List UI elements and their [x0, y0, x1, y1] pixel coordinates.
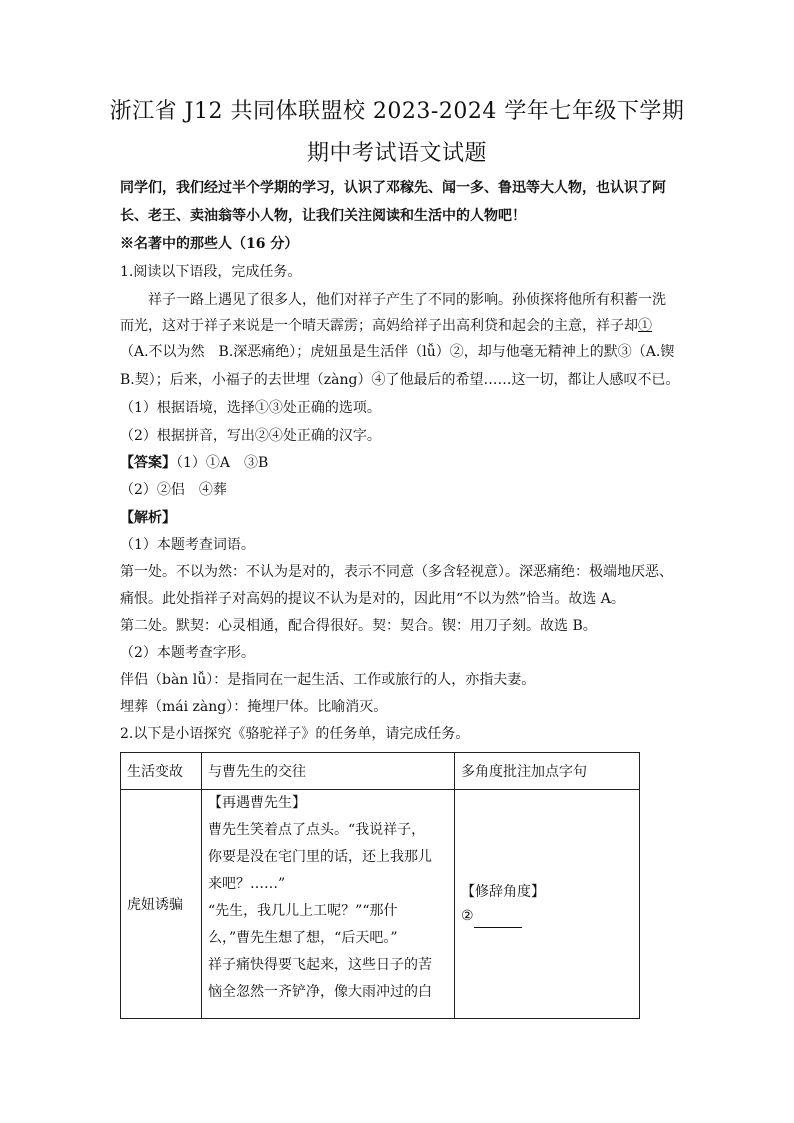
- q1-passage-line-1: 祥子一路上遇见了很多人，他们对祥子产生了不同的影响。孙侦探将他所有积蓄一洗: [148, 292, 666, 308]
- blank-marker-1: ①: [638, 318, 652, 334]
- analysis-line-7: 埋葬（mái zàng）：掩埋尸体。比喻消灭。: [120, 699, 388, 715]
- analysis-line-2: 第一处。不以为然：不认为是对的，表示不同意（多含轻视意）。深恶痛绝：极端地厌恶、: [120, 564, 673, 580]
- answer-label: 【答案】: [120, 455, 176, 471]
- analysis-line-6: 伴侣（bàn lǚ）：是指同在一起生活、工作或旅行的人，亦指夫妻。: [120, 672, 536, 688]
- intro-line-1: 同学们，我们经过半个学期的学习，认识了邓稼先、闻一多、鲁迅等大人物，也认识了阿: [120, 180, 666, 196]
- header-cell-annotation: 多角度批注加点字句: [455, 753, 640, 790]
- title-line-1: 浙江省 J12 共同体联盟校 2023-2024 学年七年级下学期: [109, 99, 685, 124]
- analysis-line-4: 第二处。默契：心灵相通，配合得很好。契：契合。锲：用刀子刻。故选 B。: [120, 618, 597, 634]
- q1-passage-line-4: B.契）；后来，小福子的去世埋（zàng）④了他最后的希望……这一切，都让人感叹不已。: [120, 372, 680, 388]
- interaction-line-3: 你要是没在宅门里的话，还上我那儿: [208, 849, 432, 865]
- answer-line-1: [120, 453, 680, 473]
- intro-line-2: 长、老王、卖油翁等小人物，让我们关注阅读和生活中的人物吧！: [120, 208, 526, 224]
- row-label-cell: 虎妞诱骗: [121, 790, 202, 1019]
- answer-blank-line[interactable]: [474, 913, 522, 928]
- header-cell-life-change: 生活变故: [121, 753, 202, 790]
- rhetoric-angle-label: 【修辞角度】: [461, 884, 545, 900]
- section-heading: ※名著中的那些人（16 分）: [120, 236, 299, 252]
- interaction-cell: [202, 790, 455, 1019]
- q1-passage-line-3: （A.不以为然 B.深恶痛绝）；虎妞虽是生活伴（lǚ）②，却与他毫无精神上的默③（A.锲: [120, 344, 675, 360]
- q1-prompt: 1.阅读以下语段，完成任务。: [120, 264, 302, 280]
- interaction-line-8: 恼全忽然一齐铲净，像大雨冲过的白: [208, 984, 432, 1000]
- task-table: [120, 752, 640, 1019]
- interaction-line-6: 么，”曹先生想了想，“后天吧。”: [208, 930, 398, 946]
- q1-passage-line-2-text: 而光，这对于祥子来说是一个晴天霹雳；高妈给祥子出高利贷和起会的主意，祥子却: [120, 318, 638, 334]
- annotation-cell: [455, 790, 640, 1019]
- q1-sub-question-1: （1）根据语境，选择①③处正确的选项。: [120, 400, 381, 416]
- answer-blank-2: [461, 904, 633, 928]
- task-table-header-row: [121, 753, 640, 790]
- analysis-line-3: 痛恨。此处指祥子对高妈的提议不认为是对的，因此用“不以为然”恰当。故选 A。: [120, 591, 625, 607]
- analysis-line-5: （2）本题考查字形。: [120, 645, 255, 661]
- interaction-line-5: “先生，我几儿上工呢？”“那什: [208, 903, 398, 919]
- interaction-line-1: 【再遇曹先生】: [208, 795, 306, 811]
- blank-marker-2: ②: [461, 908, 474, 924]
- interaction-line-4: 来吧？……”: [208, 876, 286, 892]
- interaction-line-2: 曹先生笑着点了点头。“我说祥子，: [208, 822, 426, 838]
- answer-text-1: （1）①A ③B: [176, 455, 269, 471]
- q1-passage-line-2: [120, 316, 680, 336]
- title-line-2: 期中考试语文试题: [306, 141, 487, 166]
- q2-prompt: 2.以下是小语探究《骆驼祥子》的任务单，请完成任务。: [120, 726, 470, 742]
- answer-line-2: （2）②侣 ④葬: [120, 482, 227, 498]
- task-table-row: [121, 790, 640, 1019]
- analysis-line-1: （1）本题考查词语。: [120, 537, 255, 553]
- interaction-line-7: 祥子痛快得要飞起来，这些日子的苦: [208, 957, 432, 973]
- analysis-label: 【解析】: [120, 510, 176, 526]
- q1-sub-question-2: （2）根据拼音，写出②④处正确的汉字。: [120, 428, 381, 444]
- header-cell-interaction: 与曹先生的交往: [202, 753, 455, 790]
